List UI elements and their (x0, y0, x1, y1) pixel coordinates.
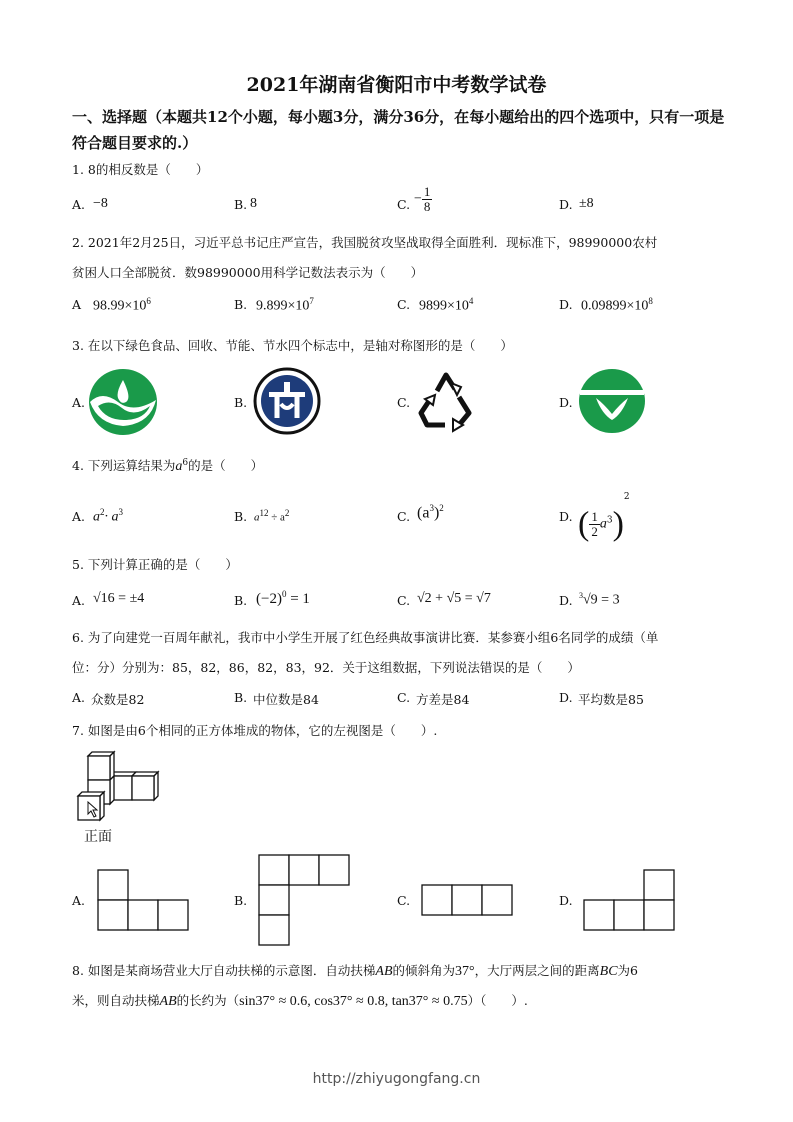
q6-option-d-value: 平均数是85 (578, 692, 644, 707)
question-6-stem-line2: 位：分）分别为：85，82，86，82，83，92．关于这组数据，下列说法错误的是（ ） (72, 660, 580, 675)
page-title: 2021年湖南省衡阳市中考数学试卷 (246, 74, 547, 96)
q5-option-c-value: √2 + √5 = √7 (417, 591, 491, 606)
q4-option-c-label: C. (397, 509, 411, 524)
q5-option-a-label: A. (72, 593, 86, 608)
question-2-stem-line2: 贫困人口全部脱贫．数98990000用科学记数法表示为（ ） (72, 265, 424, 280)
q6-option-b-label: B. (234, 690, 248, 705)
q7-option-a-label: A. (72, 893, 86, 908)
question-7-stem: 7. 如图是由6个相同的正方体堆成的物体，它的左视图是（ ）. (72, 723, 438, 738)
q2-option-d-label: D. (559, 297, 573, 312)
q7-option-a-figure (97, 869, 189, 931)
question-1-stem: 1. 8的相反数是（ ） (72, 162, 209, 177)
q7-option-d-figure (583, 869, 675, 931)
q5-option-c-label: C. (397, 593, 411, 608)
section-heading: 一、选择题（本题共12个小题，每小题3分，满分36分，在每小题给出的四个选项中，只有一项是符合题目要求的.） (72, 108, 725, 152)
q1-option-c-value (414, 185, 432, 214)
question-8-stem-line2: 米，则自动扶梯AB的长约为（sin37° ≈ 0.6, cos37° ≈ 0.8, tan37° ≈ 0.75）（ ）. (72, 993, 528, 1009)
q2-option-a-label: A (72, 297, 82, 312)
energy-saving-logo-icon (253, 366, 321, 436)
q4-option-d-label: D. (559, 509, 573, 524)
footer-url[interactable]: http://zhiyugongfang.cn (312, 1071, 481, 1087)
recycle-logo-icon (415, 369, 481, 433)
q2-option-c-label: C. (397, 297, 411, 312)
q2-option-b-value: $9.899\times 10^7$ (256, 296, 314, 314)
q5-option-a-value: √16 = ±4 (93, 591, 145, 606)
question-6-stem-line1: 6. 为了向建党一百周年献礼，我市中小学生开展了红色经典故事演讲比赛．某参赛小组6名同学的成绩（单 (72, 630, 659, 645)
q4-option-d-value: ( $\frac{1}{2}$ $a^3)^2$ (578, 492, 630, 543)
q3-option-c-label: C. (397, 395, 411, 410)
q1-option-c-label: C. (397, 197, 411, 212)
question-8-stem-line1: 8. 如图是某商场营业大厅自动扶梯的示意图．自动扶梯AB的倾斜角为37°，大厅两层之间的距离BC为6 (72, 963, 638, 979)
q1-option-b-value: 8 (250, 196, 257, 211)
q1-option-a-value: −8 (93, 196, 108, 211)
q5-option-b-value: $(-2)^0 = 1$ (256, 589, 310, 607)
green-food-logo-icon (88, 368, 158, 436)
q5-option-b-label: B. (234, 593, 248, 608)
question-2-stem-line1: 2. 2021年2月25日，习近平总书记庄严宣告，我国脱贫攻坚战取得全面胜利．现标准下，98990000农村 (72, 235, 658, 250)
q1-option-a-label: A. (72, 197, 86, 212)
q4-option-a-value: $a^2\cdot a^3$ (93, 507, 123, 525)
q6-option-a-value: 众数是82 (91, 692, 145, 707)
q7-option-c-figure (421, 884, 513, 916)
question-5-stem: 5. 下列计算正确的是（ ） (72, 557, 238, 572)
q6-option-c-value: 方差是84 (416, 692, 470, 707)
q3-option-b-label: B. (234, 395, 248, 410)
q2-option-d-value: $0.09899\times 10^8$ (581, 296, 653, 314)
q6-option-a-label: A. (72, 690, 86, 705)
minus-sign: − (414, 191, 422, 207)
q7-option-b-label: B. (234, 893, 248, 908)
q6-option-d-label: D. (559, 690, 573, 705)
q5-option-d-value: $^3$√9 = 3 (579, 591, 620, 608)
q3-option-d-label: D. (559, 395, 573, 410)
q7-option-d-label: D. (559, 893, 573, 908)
q4-option-a-label: A. (72, 509, 86, 524)
water-saving-logo-icon (578, 368, 646, 434)
fraction-numerator: 1 (423, 184, 431, 199)
q2-option-a-value: $98.99\times 10^6$ (93, 296, 151, 314)
q6-option-b-value: 中位数是84 (253, 692, 319, 707)
q1-option-b-label: B. (234, 197, 248, 212)
question-4-stem: 4. 下列运算结果为$a^6$的是（ ） (72, 457, 264, 474)
q6-option-c-label: C. (397, 690, 411, 705)
q5-option-d-label: D. (559, 593, 573, 608)
q2-option-c-value: $9899\times 10^4$ (419, 296, 474, 314)
cube-stack-figure (74, 750, 166, 826)
q4-option-b-value: $a^{12} \div a^2$ (254, 508, 290, 524)
q3-option-a-label: A. (72, 395, 86, 410)
q7-option-c-label: C. (397, 893, 411, 908)
q7-option-b-figure (258, 854, 350, 946)
q1-option-d-label: D. (559, 197, 573, 212)
q4-option-c-value: $(a^3)^2$ (417, 503, 444, 522)
front-view-label: 正面 (84, 829, 112, 845)
fraction-denominator: 8 (423, 199, 431, 214)
question-3-stem: 3. 在以下绿色食品、回收、节能、节水四个标志中，是轴对称图形的是（ ） (72, 338, 513, 353)
q2-option-b-label: B. (234, 297, 248, 312)
q1-option-d-value: ±8 (579, 196, 594, 211)
q4-option-b-label: B. (234, 509, 248, 524)
